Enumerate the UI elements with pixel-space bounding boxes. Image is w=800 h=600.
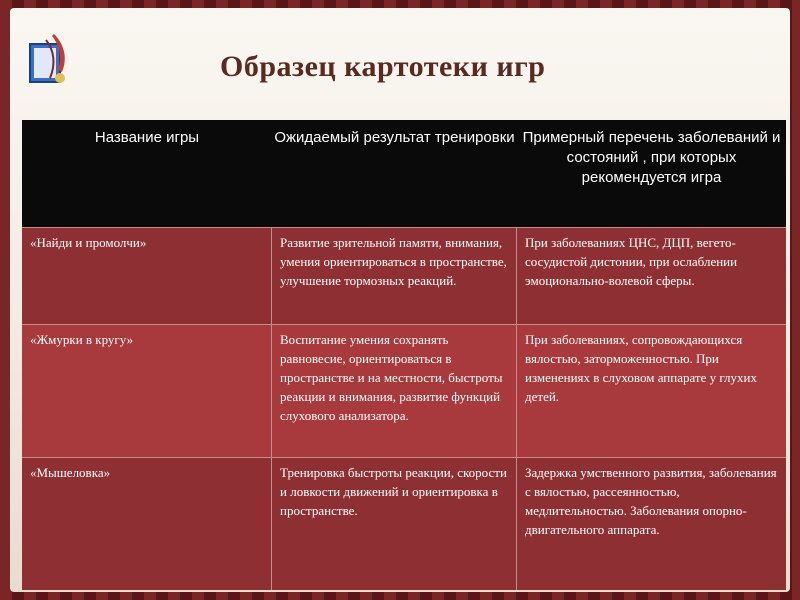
cell-game-name: «Жмурки в кругу» <box>22 325 272 457</box>
games-table <box>22 120 786 590</box>
page-title: Образец картотеки игр <box>220 50 546 83</box>
table-header <box>22 120 786 227</box>
header-game-name: Название игры <box>94 129 200 146</box>
cell-indications: При заболеваниях, сопровождающихся вялостью, заторможенностью. При изменениях в слуховом аппарате у глухих детей. <box>525 332 757 404</box>
cell-expected-result: Развитие зрительной памяти, внимания, умения ориентироваться в пространстве, улучшение тормозных реакций. <box>272 228 517 324</box>
table-row <box>22 457 786 590</box>
cell-indications: Задержка умственного развития, заболевания с вялостью, рассеянностью, медлительностью. Заболевания опорно-двигательного аппарата. <box>525 465 777 537</box>
cell-indications: При заболеваниях ЦНС, ДЦП, вегето-сосудистой дистонии, при ослаблении эмоционально-волевой сферы. <box>525 235 738 288</box>
table-row <box>22 227 786 324</box>
cell-expected-result: Воспитание умения сохранять равновесие, ориентироваться в пространстве и на местности, быстроты реакции и внимания, развитие функций слухового анализатора. <box>272 325 517 457</box>
cell-game-name: «Найди и промолчи» <box>22 228 272 324</box>
table-row <box>22 324 786 457</box>
header-expected-result: Ожидаемый результат тренировки <box>274 129 515 146</box>
slide <box>10 8 790 592</box>
cell-game-name: «Мышеловка» <box>22 458 272 590</box>
book-quill-icon <box>24 30 76 88</box>
cell-expected-result: Тренировка быстроты реакции, скорости и ловкости движений и ориентировка в пространстве. <box>272 458 517 590</box>
header-indications: Примерный перечень заболеваний и состояний , при которых рекомендуется игра <box>522 129 781 186</box>
